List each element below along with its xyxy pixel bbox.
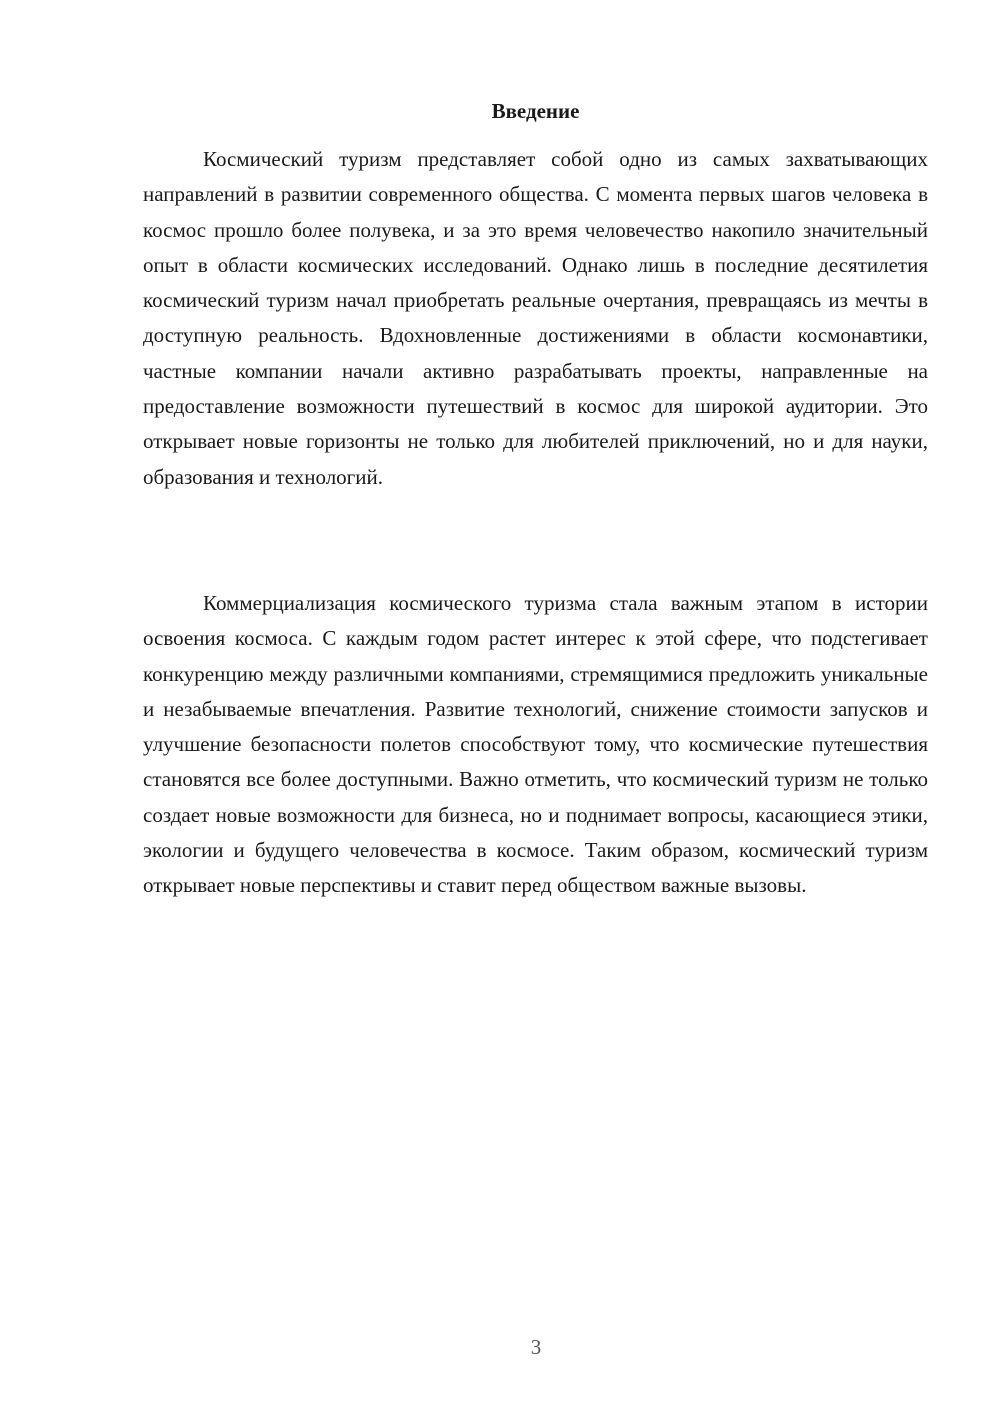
page-number: 3 — [530, 1335, 542, 1359]
paragraph-intro: Космический туризм представляет собой одно из самых захватывающих направлений в развитии современного общества. С момента первых шагов человека в космос прошло более полувека, и за это время человечество накопило значительный опыт в области космических исследований. Однако лишь в последние десятилетия космический туризм начал приобретать реальные очертания, превращаясь из мечты в доступную реальность. Вдохновленные достижениями в области космонавтики, частные компании начали активно разрабатывать проекты, направленные на предоставление возможности путешествий в космос для широкой аудитории. Это открывает новые горизонты не только для любителей приключений, но и для науки, образования и технологий. — [143, 147, 928, 489]
paragraph-commercialization: Коммерциализация космического туризма стала важным этапом в истории освоения космоса. С каждым годом растет интерес к этой сфере, что подстегивает конкуренцию между различными компаниями, стремящимися предложить уникальные и незабываемые впечатления. Развитие технологий, снижение стоимости запусков и улучшение безопасности полетов способствуют тому, что космические путешествия становятся все более доступными. Важно отметить, что космический туризм не только создает новые возможности для бизнеса, но и поднимает вопросы, касающиеся этики, экологии и будущего человечества в космосе. Таким образом, космический туризм открывает новые перспективы и ставит перед обществом важные вызовы. — [143, 591, 928, 898]
page-title: Введение — [491, 99, 580, 123]
